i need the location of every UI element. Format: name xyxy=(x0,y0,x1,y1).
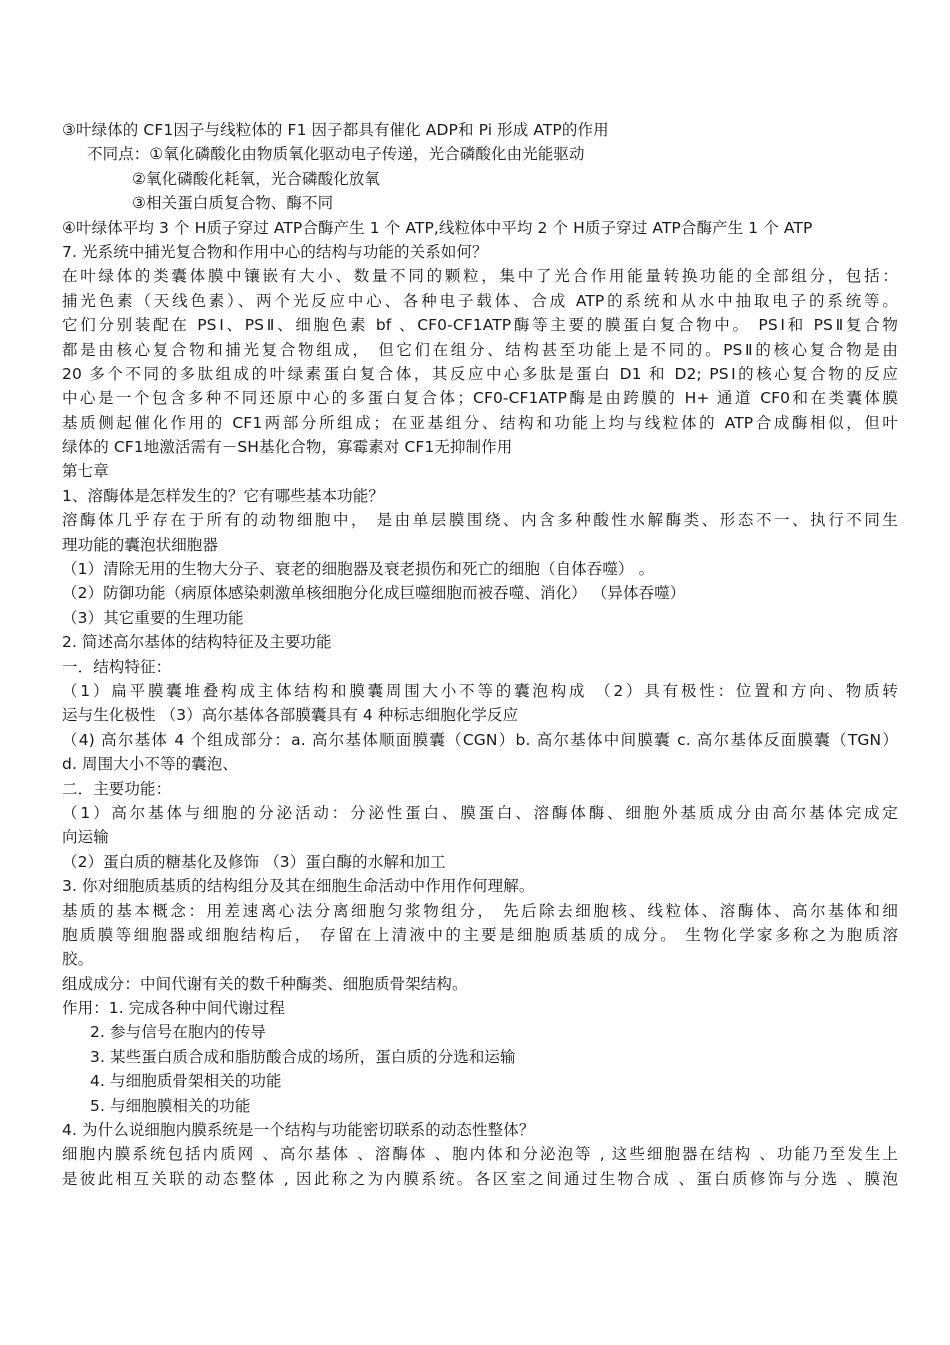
question-heading: 2. 简述高尔基体的结构特征及主要功能 xyxy=(62,633,332,652)
text-line: 不同点：①氧化磷酸化由物质氧化驱动电子传递，光合磷酸化由光能驱动 xyxy=(87,145,585,164)
text-line: 在叶绿体的类囊体膜中镶嵌有大小、数量不同的颗粒，集中了光合作用能量转换功能的全部组分，包括： xyxy=(62,267,898,286)
text-line: 基质的基本概念：用差速离心法分离细胞匀浆物组分， 先后除去细胞核、线粒体、溶酶体、高尔基体和细 xyxy=(62,901,898,920)
text-line: 绿体的 CF1地激活需有－SH基化合物，寡霉素对 CF1无抑制作用 xyxy=(62,438,513,457)
text-line: 组成成分：中间代谢有关的数千种酶类、细胞质骨架结构。 xyxy=(62,974,468,993)
text-line: 都是由核心复合物和捕光复合物组成， 但它们在组分、结构甚至功能上是不同的。PSⅡ的核心复合物是由 xyxy=(62,340,898,359)
text-line: 运与生化极性 （3）高尔基体各部膜囊具有 4 种标志细胞化学反应 xyxy=(62,706,519,725)
text-line: 中心是一个包含多种不同还原中心的多蛋白复合体；CF0-CF1ATP酶是由跨膜的 H+ 通道 CF0和在类囊体膜 xyxy=(62,389,898,408)
text-line: ③叶绿体的 CF1因子与线粒体的 F1 因子都具有催化 ADP和 Pi 形成 ATP的作用 xyxy=(62,121,609,139)
question-heading: 3. 你对细胞质基质的结构组分及其在细胞生命活动中作用作何理解。 xyxy=(62,877,535,896)
text-line: 基质侧起催化作用的 CF1两部分所组成；在亚基组分、结构和功能上均与线粒体的 ATP合成酶相似，但叶 xyxy=(62,413,898,432)
chapter-heading: 第七章 xyxy=(62,462,109,481)
section-heading: 一．结构特征： xyxy=(62,657,172,676)
list-item: 2. 参与信号在胞内的传导 xyxy=(90,1023,267,1042)
text-line: ②氧化磷酸化耗氧，光合磷酸化放氧 xyxy=(132,169,380,188)
text-line: ④叶绿体平均 3 个 H质子穿过 ATP合酶产生 1 个 ATP,线粒体中平均 2 个 H质子穿过 ATP合酶产生 1 个 ATP xyxy=(62,218,813,237)
question-heading: 1、溶酶体是怎样发生的？它有哪些基本功能？ xyxy=(62,486,384,505)
text-line: （1）扁平膜囊堆叠构成主体结构和膜囊周围大小不等的囊泡构成 （2）具有极性：位置和方向、物质转 xyxy=(62,681,898,700)
text-line: （1）高尔基体与细胞的分泌活动：分泌性蛋白、膜蛋白、溶酶体酶、细胞外基质成分由高尔基体完成定 xyxy=(62,803,898,822)
text-line: 溶酶体几乎存在于所有的动物细胞中， 是由单层膜围绕、内含多种酸性水解酶类、形态不一、执行不同生 xyxy=(62,511,898,530)
text-line: 20 多个不同的多肽组成的叶绿素蛋白复合体，其反应中心多肽是蛋白 D1 和 D2; PSⅠ的核心复合物的反应 xyxy=(62,364,898,383)
section-heading: 二．主要功能： xyxy=(62,779,172,798)
question-heading: 4. 为什么说细胞内膜系统是一个结构与功能密切联系的动态性整体？ xyxy=(62,1121,535,1140)
text-line: 理功能的囊泡状细胞器 xyxy=(62,535,219,554)
list-item: 5. 与细胞膜相关的功能 xyxy=(90,1096,251,1115)
list-item: 3. 某些蛋白质合成和脂肪酸合成的场所，蛋白质的分选和运输 xyxy=(90,1047,516,1066)
text-line: （3）其它重要的生理功能 xyxy=(62,608,244,627)
text-line: 它们分别装配在 PSⅠ、PSⅡ、细胞色素 bf 、CF0-CF1ATP酶等主要的膜蛋白复合物中。 PSⅠ和 PSⅡ复合物 xyxy=(62,316,898,335)
list-item: 4. 与细胞质骨架相关的功能 xyxy=(90,1072,282,1091)
text-line: 向运输 xyxy=(62,828,109,847)
text-line: 是彼此相互关联的动态整体 , 因此称之为内膜系统。各区室之间通过生物合成 、蛋白质修饰与分选 、膜泡 xyxy=(62,1169,898,1188)
text-line: 胞质膜等细胞器或细胞结构后， 存留在上清液中的主要是细胞质基质的成分。 生物化学家多称之为胞质溶 xyxy=(62,925,898,944)
text-line: 细胞内膜系统包括内质网 、高尔基体 、溶酶体 、胞内体和分泌泡等 , 这些细胞器在结构 、功能乃至发生上 xyxy=(62,1145,898,1164)
text-line: 捕光色素（天线色素）、两个光反应中心、各种电子载体、合成 ATP的系统和从水中抽取电子的系统等。 xyxy=(62,291,898,310)
text-line: 作用：1. 完成各种中间代谢过程 xyxy=(62,999,285,1018)
document-body xyxy=(62,118,898,1191)
text-line: （1）清除无用的生物大分子、衰老的细胞器及衰老损伤和死亡的细胞（自体吞噬） 。 xyxy=(62,560,655,579)
text-line: （4) 高尔基体 4 个组成部分：a. 高尔基体顺面膜囊（CGN）b. 高尔基体中间膜囊 c. 高尔基体反面膜囊（TGN） xyxy=(62,730,898,749)
text-line: d. 周围大小不等的囊泡、 xyxy=(62,755,238,774)
text-line: （2）蛋白质的糖基化及修饰 （3）蛋白酶的水解和加工 xyxy=(62,852,446,871)
question-heading: 7. 光系统中捕光复合物和作用中心的结构与功能的关系如何？ xyxy=(62,242,488,261)
text-line: ③相关蛋白质复合物、酶不同 xyxy=(132,194,334,213)
text-line: （2）防御功能（病原体感染刺激单核细胞分化成巨噬细胞而被吞噬、消化） （异体吞噬） xyxy=(62,584,686,603)
text-line: 胶。 xyxy=(62,950,94,969)
